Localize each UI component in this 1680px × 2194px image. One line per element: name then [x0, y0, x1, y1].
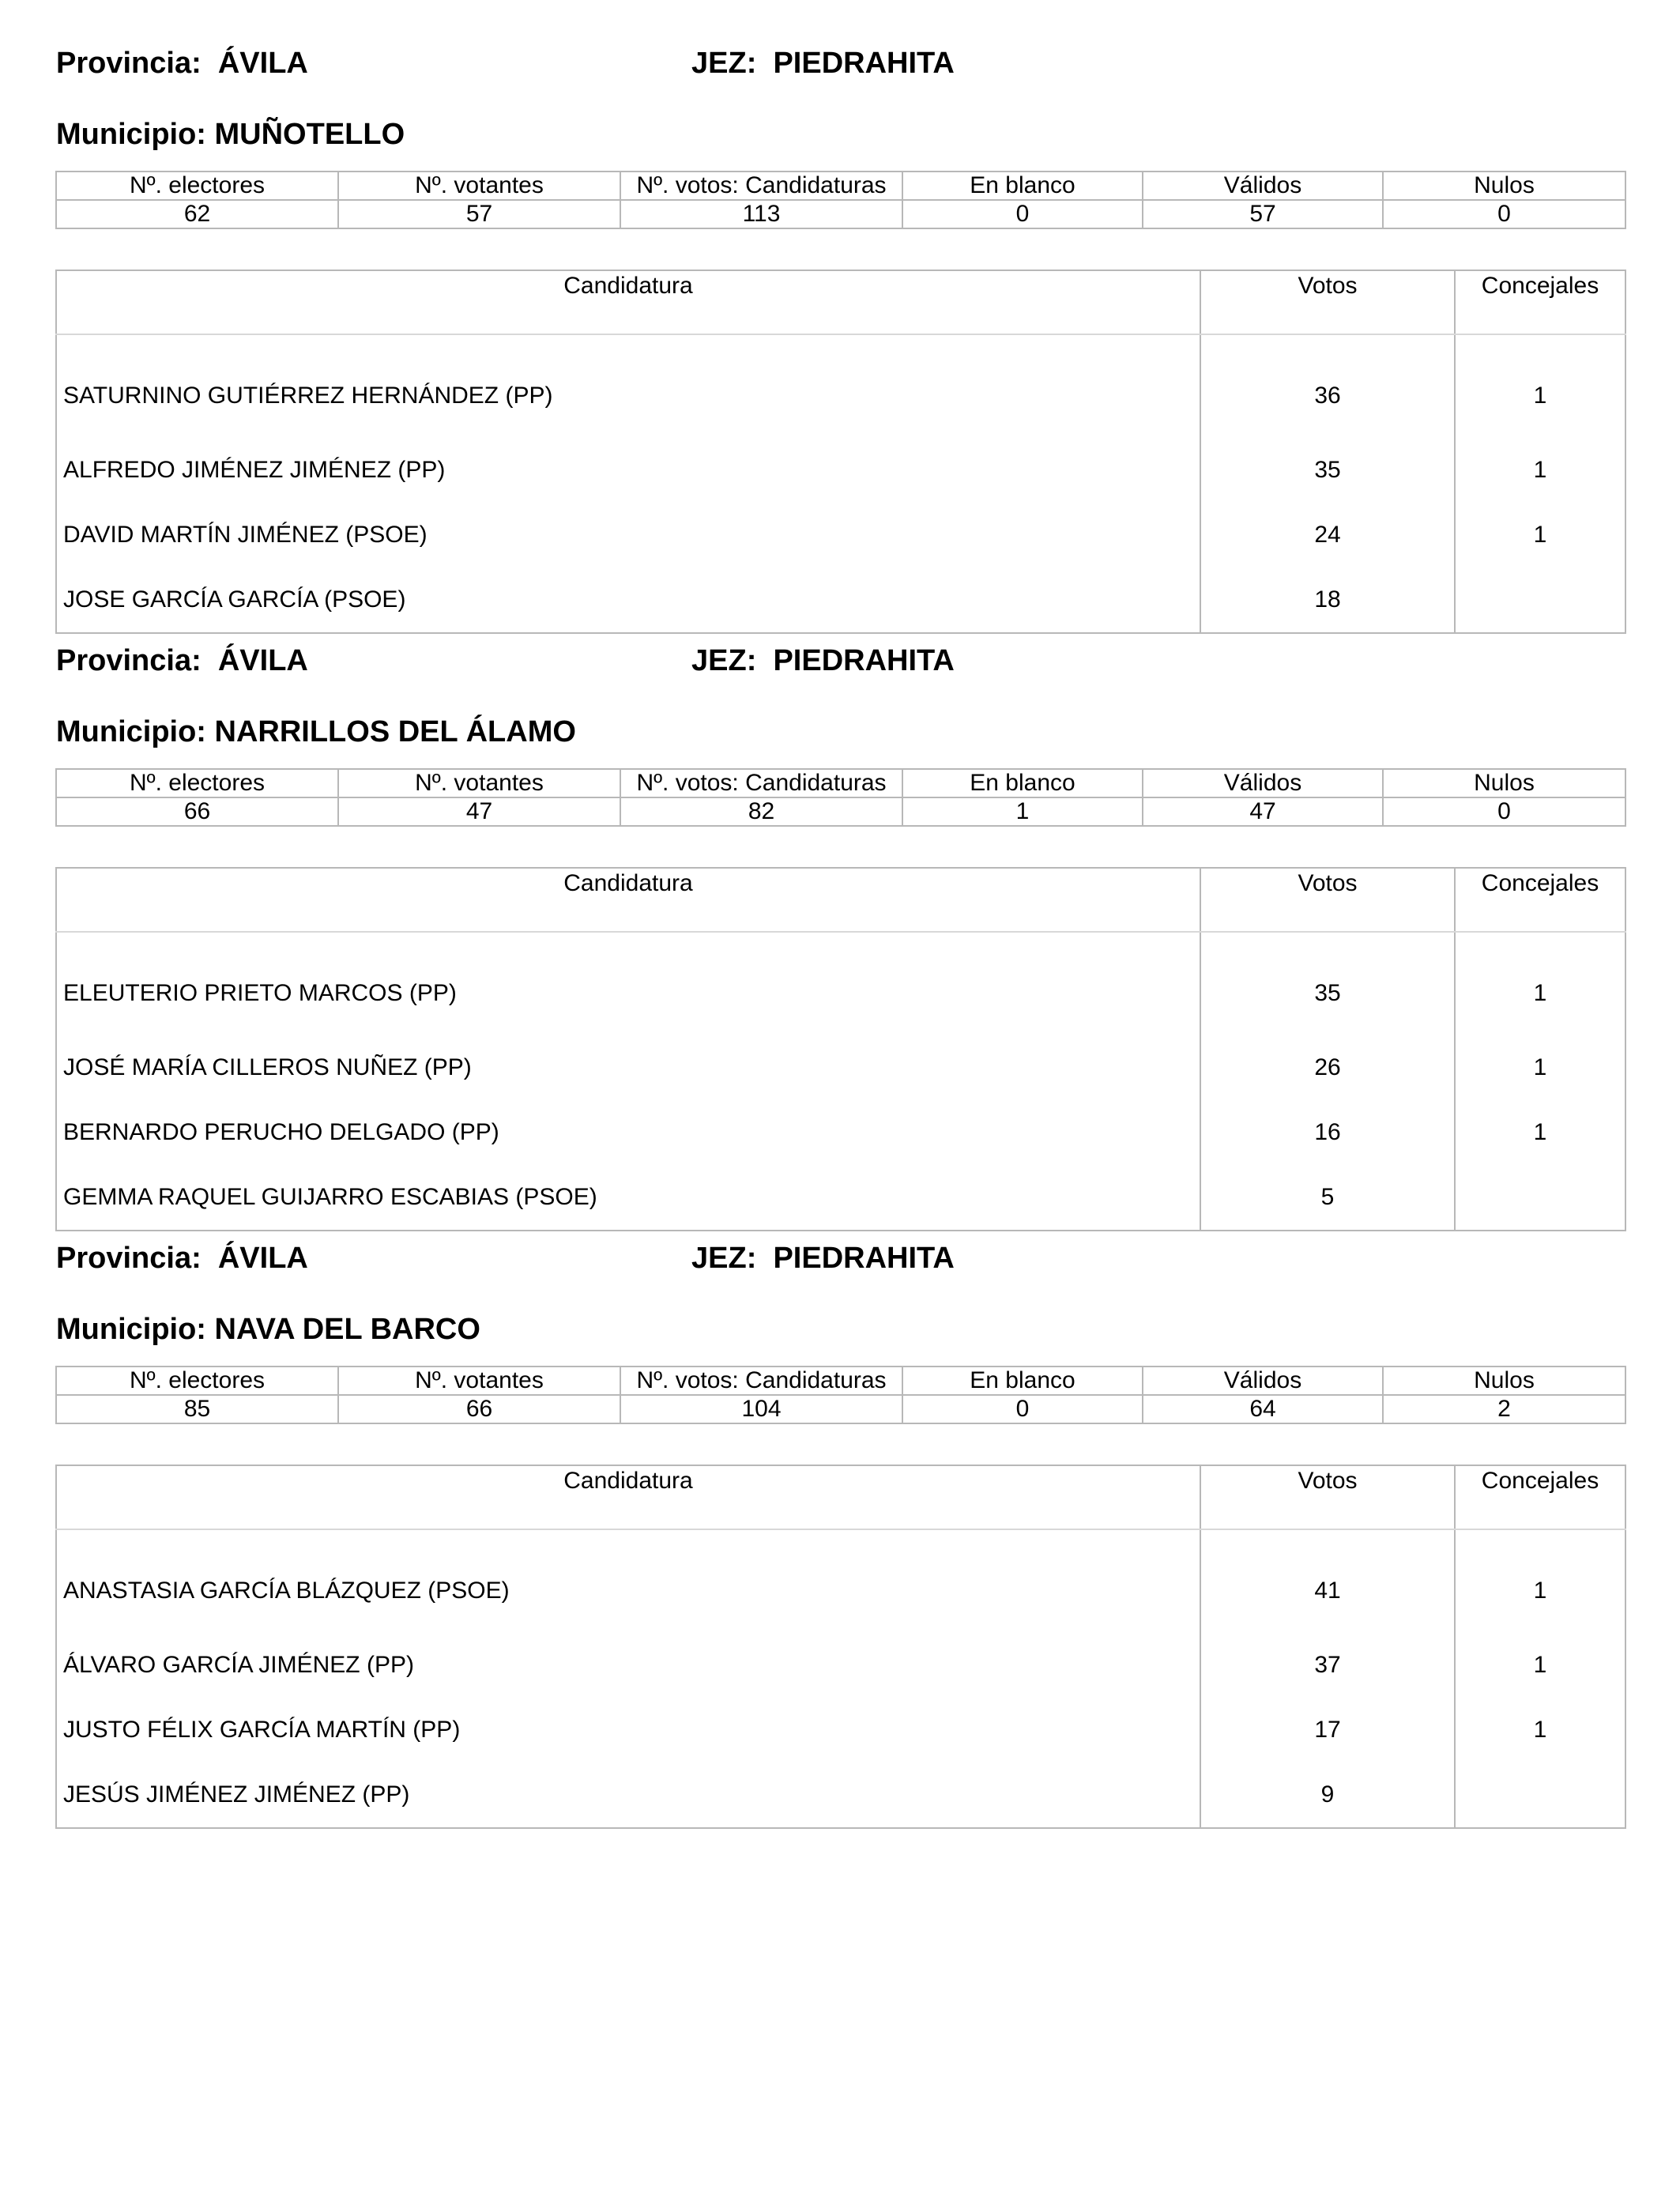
candidate-name: ÁLVARO GARCÍA JIMÉNEZ (PP)	[56, 1633, 1200, 1698]
stats-table	[55, 1366, 1626, 1424]
candidate-name: JOSE GARCÍA GARCÍA (PSOE)	[56, 567, 1200, 633]
municipality-section	[55, 639, 1625, 1210]
candidate-votos: 5	[1200, 1165, 1455, 1231]
jez-label: JEZ: PIEDRAHITA	[691, 47, 955, 80]
candidate-votos: 35	[1200, 438, 1455, 503]
candidate-name: JOSÉ MARÍA CILLEROS NUÑEZ (PP)	[56, 1035, 1200, 1100]
candidate-name: JUSTO FÉLIX GARCÍA MARTÍN (PP)	[56, 1698, 1200, 1762]
candidate-votos: 18	[1200, 567, 1455, 633]
votantes-value: 47	[338, 797, 620, 826]
votos-header: Votos	[1200, 1465, 1455, 1529]
table-row	[56, 438, 1625, 503]
provincia-label: Provincia: ÁVILA	[56, 47, 308, 80]
stats-header-cell: Nº. votantes	[338, 172, 620, 200]
stats-value-row	[56, 797, 1625, 826]
candidate-votos: 41	[1200, 1529, 1455, 1633]
table-row	[56, 334, 1625, 438]
validos-value: 57	[1143, 200, 1383, 228]
candidate-votos: 9	[1200, 1762, 1455, 1828]
section-header	[55, 41, 1625, 89]
en-blanco-value: 1	[902, 797, 1143, 826]
candidate-concejales: 1	[1533, 457, 1547, 483]
provincia-label: Provincia: ÁVILA	[56, 1242, 308, 1275]
electores-value: 85	[56, 1395, 338, 1423]
stats-table	[55, 768, 1626, 827]
votantes-value: 66	[338, 1395, 620, 1423]
stats-header-cell: Nº. electores	[56, 1367, 338, 1395]
validos-value: 47	[1143, 797, 1383, 826]
stats-header-cell: Nº. electores	[56, 769, 338, 797]
votos-candidaturas-value: 104	[620, 1395, 902, 1423]
nulos-value: 0	[1383, 200, 1625, 228]
candidatura-header: Candidatura	[56, 1465, 1200, 1529]
candidate-votos: 37	[1200, 1633, 1455, 1698]
candidatura-header: Candidatura	[56, 270, 1200, 334]
candidate-concejales: 1	[1533, 980, 1547, 1006]
stats-header-cell: Nº. votos: Candidaturas	[620, 1367, 902, 1395]
stats-header-cell: Nº. votantes	[338, 769, 620, 797]
candidate-votos: 17	[1200, 1698, 1455, 1762]
stats-header-cell: Nº. votos: Candidaturas	[620, 172, 902, 200]
stats-header-cell: Válidos	[1143, 172, 1383, 200]
nulos-value: 0	[1383, 797, 1625, 826]
votos-candidaturas-value: 82	[620, 797, 902, 826]
candidate-concejales: 1	[1533, 1578, 1547, 1604]
candidate-name: JESÚS JIMÉNEZ JIMÉNEZ (PP)	[56, 1762, 1200, 1828]
stats-value-row	[56, 200, 1625, 228]
stats-header-cell: Válidos	[1143, 1367, 1383, 1395]
stats-header-cell: En blanco	[902, 172, 1143, 200]
validos-value: 64	[1143, 1395, 1383, 1423]
jez-label: JEZ: PIEDRAHITA	[691, 1242, 955, 1275]
stats-header-cell: En blanco	[902, 769, 1143, 797]
concejales-header: Concejales	[1455, 1465, 1625, 1529]
candidates-table	[55, 1465, 1626, 1829]
en-blanco-value: 0	[902, 200, 1143, 228]
municipality-section	[55, 41, 1625, 613]
candidate-votos: 24	[1200, 503, 1455, 567]
candidate-concejales	[1455, 1165, 1625, 1231]
stats-header-cell: En blanco	[902, 1367, 1143, 1395]
municipio-label: Municipio: NAVA DEL BARCO	[56, 1313, 480, 1346]
candidate-votos: 26	[1200, 1035, 1455, 1100]
stats-header-row	[56, 172, 1625, 200]
candidate-concejales: 1	[1533, 1054, 1547, 1080]
candidate-votos: 36	[1200, 334, 1455, 438]
votos-header: Votos	[1200, 868, 1455, 932]
section-header	[55, 639, 1625, 686]
votantes-value: 57	[338, 200, 620, 228]
stats-table	[55, 171, 1626, 229]
votos-candidaturas-value: 113	[620, 200, 902, 228]
electores-value: 62	[56, 200, 338, 228]
table-row	[56, 503, 1625, 567]
table-row	[56, 1165, 1625, 1231]
candidates-header-row	[56, 270, 1625, 334]
candidates-table	[55, 270, 1626, 634]
section-header	[55, 1236, 1625, 1284]
candidate-concejales: 1	[1533, 1652, 1547, 1678]
table-row	[56, 1633, 1625, 1698]
candidate-name: DAVID MARTÍN JIMÉNEZ (PSOE)	[56, 503, 1200, 567]
table-row	[56, 1762, 1625, 1828]
candidate-name: ANASTASIA GARCÍA BLÁZQUEZ (PSOE)	[56, 1529, 1200, 1633]
table-row	[56, 1035, 1625, 1100]
stats-header-cell: Válidos	[1143, 769, 1383, 797]
votos-header: Votos	[1200, 270, 1455, 334]
candidate-name: GEMMA RAQUEL GUIJARRO ESCABIAS (PSOE)	[56, 1165, 1200, 1231]
table-row	[56, 1529, 1625, 1633]
stats-header-row	[56, 1367, 1625, 1395]
concejales-header: Concejales	[1455, 868, 1625, 932]
table-row	[56, 567, 1625, 633]
table-row	[56, 1100, 1625, 1165]
provincia-label: Provincia: ÁVILA	[56, 644, 308, 677]
candidate-name: ALFREDO JIMÉNEZ JIMÉNEZ (PP)	[56, 438, 1200, 503]
candidate-concejales	[1455, 1762, 1625, 1828]
stats-header-cell: Nulos	[1383, 769, 1625, 797]
candidate-concejales: 1	[1533, 383, 1547, 409]
municipio-label: Municipio: NARRILLOS DEL ÁLAMO	[56, 715, 576, 748]
stats-header-cell: Nº. electores	[56, 172, 338, 200]
electores-value: 66	[56, 797, 338, 826]
concejales-header: Concejales	[1455, 270, 1625, 334]
table-row	[56, 932, 1625, 1035]
candidates-table	[55, 867, 1626, 1231]
stats-header-cell: Nulos	[1383, 172, 1625, 200]
jez-label: JEZ: PIEDRAHITA	[691, 644, 955, 677]
candidates-header-row	[56, 1465, 1625, 1529]
nulos-value: 2	[1383, 1395, 1625, 1423]
candidate-concejales	[1455, 567, 1625, 633]
candidate-votos: 16	[1200, 1100, 1455, 1165]
stats-header-cell: Nulos	[1383, 1367, 1625, 1395]
table-row	[56, 1698, 1625, 1762]
candidates-header-row	[56, 868, 1625, 932]
stats-header-cell: Nº. votos: Candidaturas	[620, 769, 902, 797]
en-blanco-value: 0	[902, 1395, 1143, 1423]
candidate-name: SATURNINO GUTIÉRREZ HERNÁNDEZ (PP)	[56, 334, 1200, 438]
stats-header-row	[56, 769, 1625, 797]
stats-value-row	[56, 1395, 1625, 1423]
municipality-section	[55, 1236, 1625, 1808]
candidate-votos: 35	[1200, 932, 1455, 1035]
candidate-concejales: 1	[1533, 1119, 1547, 1145]
municipio-label: Municipio: MUÑOTELLO	[56, 118, 405, 151]
candidatura-header: Candidatura	[56, 868, 1200, 932]
stats-header-cell: Nº. votantes	[338, 1367, 620, 1395]
candidate-name: BERNARDO PERUCHO DELGADO (PP)	[56, 1100, 1200, 1165]
candidate-concejales: 1	[1533, 522, 1547, 548]
candidate-name: ELEUTERIO PRIETO MARCOS (PP)	[56, 932, 1200, 1035]
candidate-concejales: 1	[1533, 1717, 1547, 1743]
